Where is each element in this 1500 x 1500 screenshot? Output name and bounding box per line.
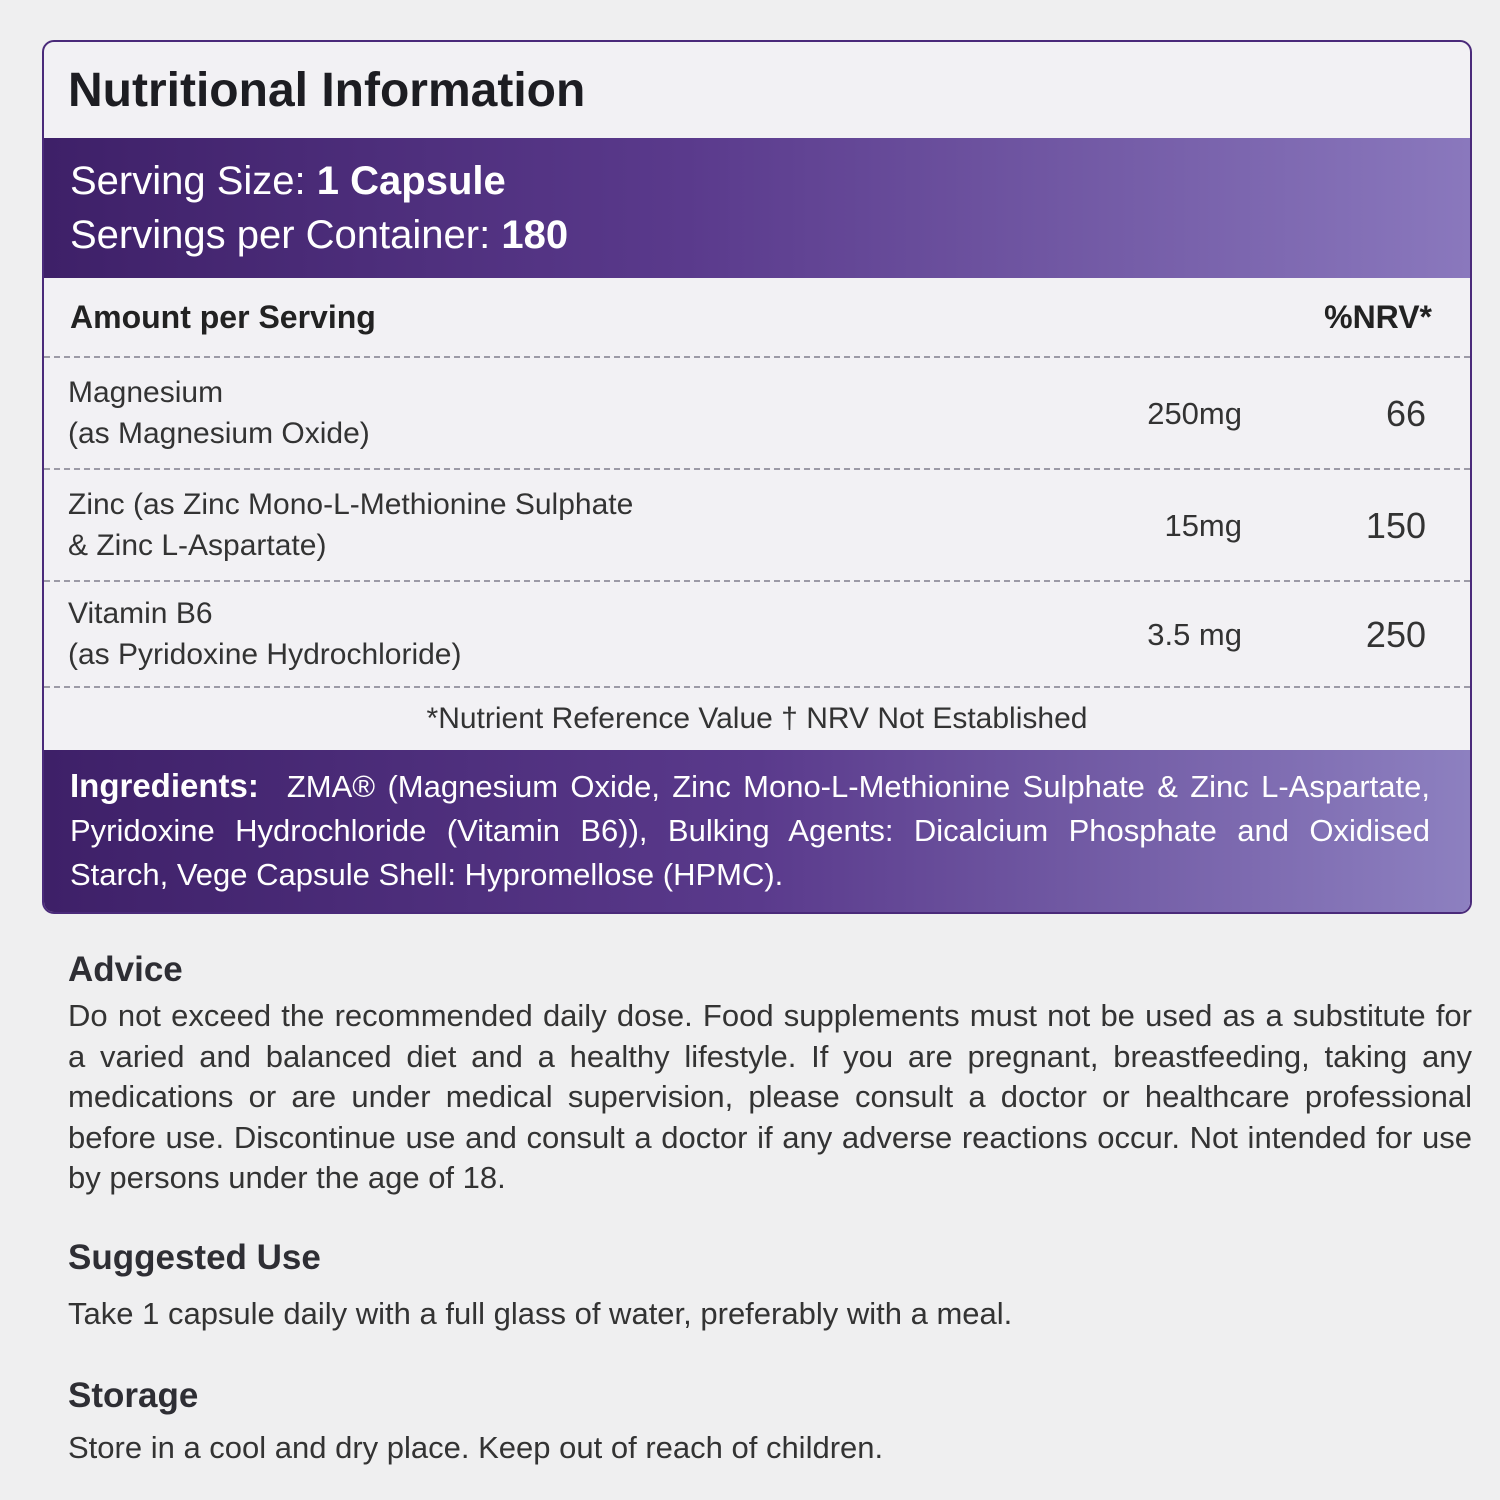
- table-header: [44, 278, 1470, 358]
- suggested-use-section: [68, 1238, 1472, 1335]
- nutrient-name: [68, 372, 968, 454]
- storage-text: Store in a cool and dry place. Keep out of reach of children.: [68, 1430, 884, 1465]
- suggested-use-text: Take 1 capsule daily with a full glass of water, preferably with a meal.: [68, 1296, 1013, 1331]
- storage-section: [68, 1376, 1472, 1469]
- suggested-use-heading: Suggested Use: [68, 1238, 321, 1277]
- ingredients-box: [44, 750, 1470, 912]
- nutrient-nrv: 250: [1365, 613, 1426, 655]
- ingredients-label: Ingredients:: [70, 767, 259, 804]
- header-nrv: %NRV*: [1324, 298, 1432, 335]
- nutrient-amount: 3.5 mg: [1147, 616, 1242, 652]
- servings-value: 180: [501, 213, 569, 257]
- storage-heading: Storage: [68, 1376, 199, 1415]
- nutrient-line1: Zinc (as Zinc Mono-L-Methionine Sulphate: [68, 488, 634, 521]
- servings-line: [70, 208, 1444, 262]
- nutrition-panel: [42, 40, 1472, 914]
- table-row: [44, 470, 1470, 582]
- nutrient-amount: 15mg: [1164, 507, 1242, 543]
- advice-section: [68, 950, 1472, 1199]
- serving-size-line: [70, 154, 1444, 208]
- nutrient-line2: (as Pyridoxine Hydrochloride): [68, 638, 462, 671]
- table-row: [44, 582, 1470, 688]
- nutrient-amount: 250mg: [1147, 395, 1242, 431]
- serving-size-value: 1 Capsule: [316, 159, 506, 203]
- serving-size-label: Serving Size:: [70, 159, 306, 203]
- advice-heading: Advice: [68, 950, 183, 989]
- nrv-footnote: *Nutrient Reference Value † NRV Not Established: [426, 702, 1088, 735]
- nutrient-nrv: 150: [1365, 504, 1426, 546]
- nutrient-name: [68, 593, 968, 675]
- advice-text: Do not exceed the recommended daily dose. Food supplements must not be used as a substitute for a varied and balanced diet and a healthy lifestyle. If you are pregnant, breastfeeding, taking any medications or are under medical supervision, please consult a doctor or healthcare professional before use. Discontinue use and consult a doctor if any adverse reactions occur. Not intended for use by persons under the age of 18.: [68, 998, 1472, 1195]
- panel-title: Nutritional Information: [68, 63, 586, 117]
- serving-banner: [44, 138, 1470, 278]
- header-amount: Amount per Serving: [70, 298, 376, 335]
- table-row: [44, 358, 1470, 470]
- nutrient-line2: & Zinc L-Aspartate): [68, 529, 327, 562]
- nutrient-line2: (as Magnesium Oxide): [68, 417, 370, 450]
- nutrient-name: [68, 484, 968, 566]
- nutrient-line1: Vitamin B6: [68, 597, 213, 630]
- ingredients-text: ZMA® (Magnesium Oxide, Zinc Mono-L-Methionine Sulphate & Zinc L-Aspartate, Pyridoxine Hydrochloride (Vitamin B6)), Bulking Agents: Dicalcium Phosphate and Oxidised Starch, Vege Capsule Shell: Hypromellose (HPMC).: [70, 769, 1430, 892]
- nutrient-nrv: 66: [1385, 392, 1426, 434]
- servings-label: Servings per Container:: [70, 213, 491, 257]
- nutrient-line1: Magnesium: [68, 376, 224, 409]
